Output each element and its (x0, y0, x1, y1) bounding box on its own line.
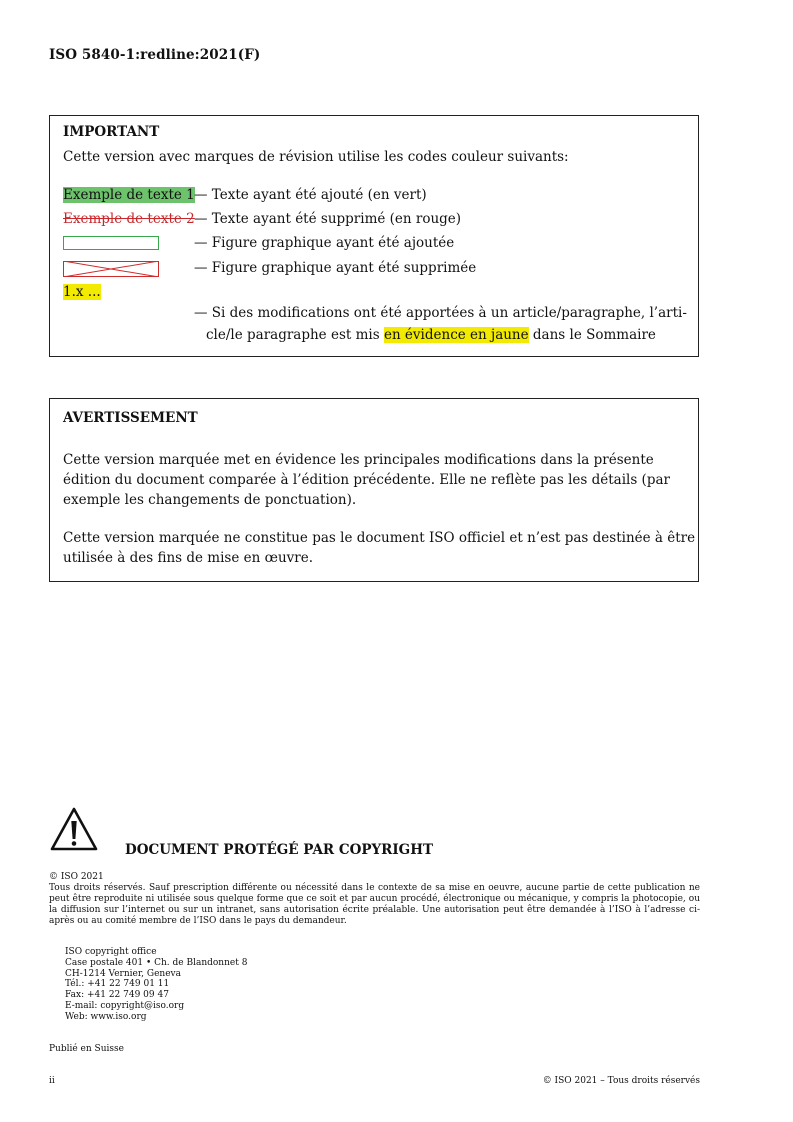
address-line: Fax: +41 22 749 09 47 (65, 990, 169, 1001)
warning-title: AVERTISSEMENT (63, 410, 198, 426)
important-title: IMPORTANT (63, 124, 160, 140)
added-text-description: — Texte ayant été ajouté (en vert) (194, 187, 427, 203)
address-line: Tél.: +41 22 749 01 11 (65, 979, 170, 990)
legend-article-change (63, 282, 693, 343)
deleted-text-sample: Exemple de texte 2 (63, 211, 195, 227)
warning-triangle-icon (49, 806, 99, 852)
warning-paragraph-1: Cette version marquée met en évidence les principales modifications dans la présente édition du document comparée à l’édition précédente. Elle ne reflète pas les détails (par exemple les changements de ponctuation). (63, 452, 670, 508)
added-figure-sample (63, 236, 159, 250)
important-intro: Cette version avec marques de révision utilise les codes couleur suivants: (63, 149, 569, 165)
page-number: ii (49, 1076, 55, 1086)
deleted-text-description: — Texte ayant été supprimé (en rouge) (194, 211, 462, 227)
article-description-line-2: cle/le paragraphe est mis en évidence en jaune dans le Sommaire (206, 327, 656, 343)
deleted-figure-description: — Figure graphique ayant été supprimée (194, 260, 477, 276)
article-sample: 1.x ... (63, 284, 101, 300)
copyright-title: DOCUMENT PROTÉGÉ PAR COPYRIGHT (125, 842, 434, 858)
important-box (49, 115, 699, 357)
legend-deleted-figure (63, 258, 663, 278)
address-line: Case postale 401 • Ch. de Blandonnet 8 (65, 957, 248, 968)
article-description-line-1: — Si des modifications ont été apportées à un article/paragraphe, l’arti- (194, 305, 687, 321)
address-line: ISO copyright office (65, 947, 157, 957)
warning-paragraph-2: Cette version marquée ne constitue pas le document ISO officiel et n’est pas destinée à être utilisée à des fins de mise en œuvre. (63, 530, 696, 566)
published-in: Publié en Suisse (49, 1044, 124, 1054)
footer-rights: © ISO 2021 – Tous droits réservés (542, 1076, 700, 1086)
deleted-figure-sample (63, 261, 159, 277)
address-line: CH-1214 Vernier, Geneva (65, 968, 181, 979)
warning-box (49, 398, 699, 582)
added-figure-description: — Figure graphique ayant été ajoutée (194, 235, 455, 251)
article-description (194, 302, 694, 346)
legend-added-text (63, 185, 427, 205)
address-line: E-mail: copyright@iso.org (65, 1000, 185, 1011)
legend-added-figure (63, 233, 663, 253)
document-id: ISO 5840-1:redline:2021(F) (49, 47, 261, 63)
copyright-paragraph: Tous droits réservés. Sauf prescription différente ou nécessité dans le contexte de sa mise en oeuvre, aucune partie de cette publication ne peut être reproduite ni utilisée sous quelque forme que ce soit et par aucun procédé, électronique ou mécanique, y compris la photocopie, ou la diffusion sur l’internet ou sur un intranet, sans autorisation écrite préalable. Une autorisation peut être demandée à l’ISO à l’adresse ci-après ou au comité membre de l’ISO dans le pays du demandeur. (49, 883, 700, 926)
copyright-line: © ISO 2021 (49, 872, 104, 882)
added-text-sample: Exemple de texte 1 (63, 187, 195, 203)
copyright-office-address (65, 947, 247, 1023)
yellow-highlight-sample: en évidence en jaune (383, 327, 529, 343)
legend-deleted-text (63, 209, 462, 229)
address-line: Web: www.iso.org (65, 1011, 147, 1022)
